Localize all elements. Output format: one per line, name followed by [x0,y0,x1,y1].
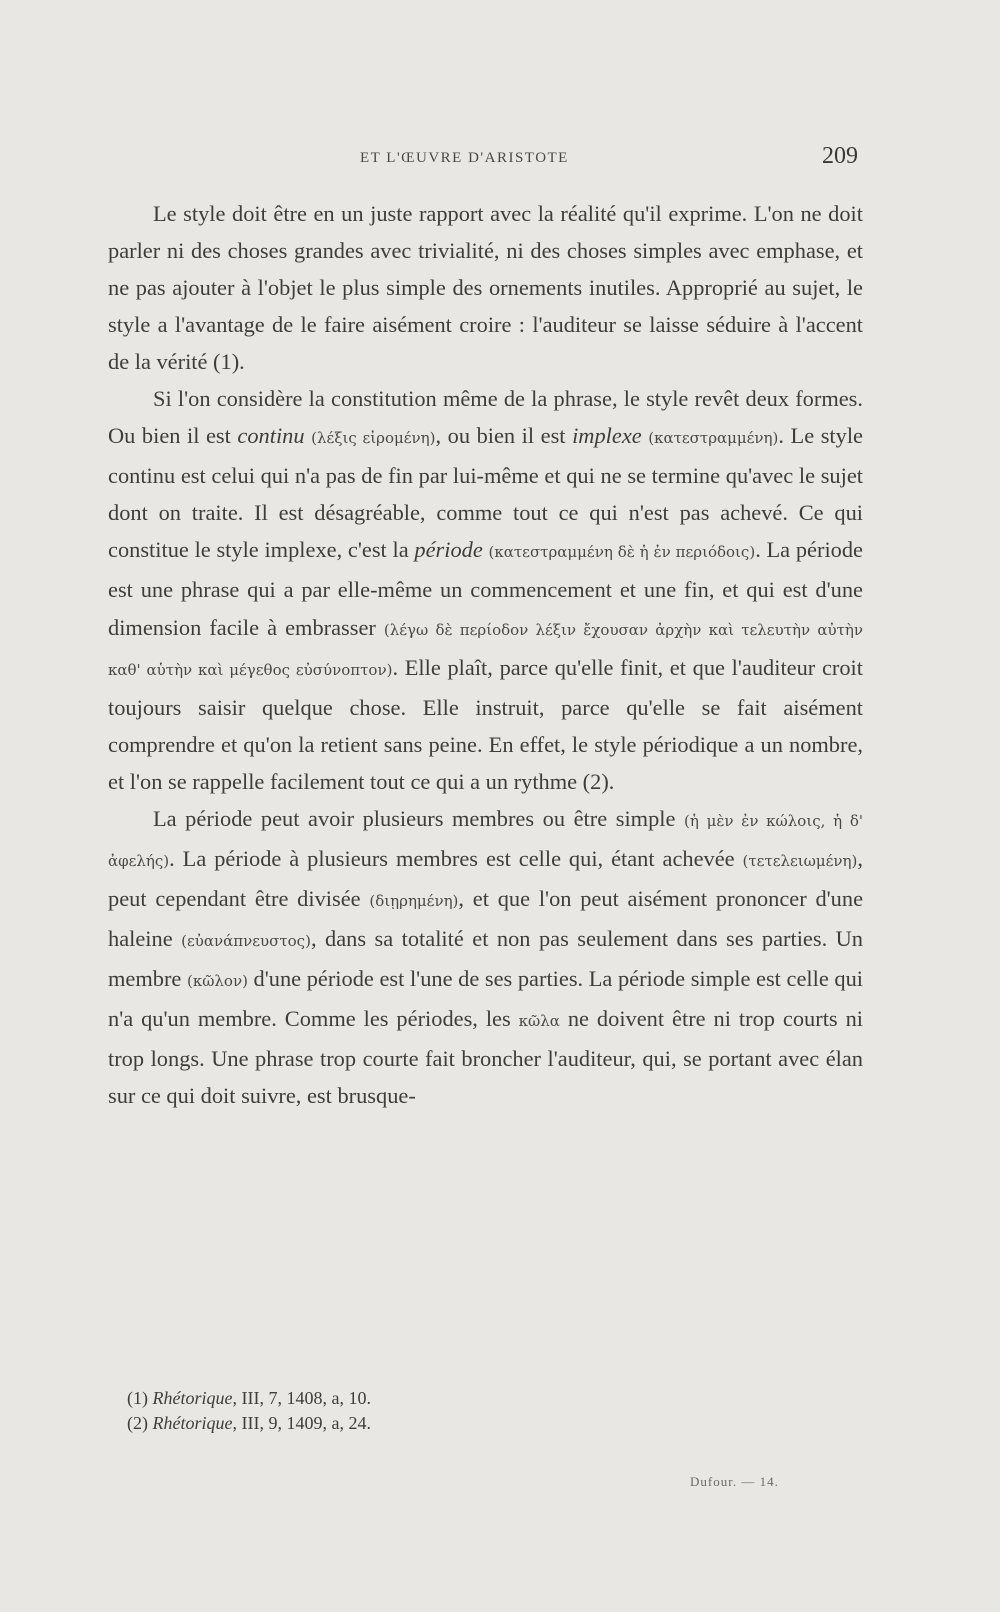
footnote-ref: , III, 9, 1409, a, 24. [232,1413,371,1433]
footnotes [127,1386,371,1436]
paragraph [108,195,863,380]
footnote-ref: , III, 7, 1408, a, 10. [232,1388,371,1408]
text-segment: La période peut avoir plusieurs membres ou être simple [153,805,685,831]
text-segment: ne doivent être ni trop courts ni trop longs. Une phrase trop courte fait broncher l'auditeur, qui, se portant avec élan sur ce qui doit suivre, est brusque- [108,1005,863,1109]
text-segment: . Elle plaît, parce qu'elle finit, et que l'auditeur croit toujours saisir quelque chose. Elle instruit, parce qu'elle se fait aisément comprendre et qu'on la retient sans peine. En effet, le style périodique a un nombre, et l'on se rappelle facilement tout ce qui a un rythme (2). [108,654,863,794]
body-text [108,195,863,1114]
text-segment: . La période à plusieurs membres est celle qui, étant achevée [169,845,743,871]
text-segment: . La période est une phrase qui a par elle-même un commencement et une fin, et qui est d'une dimension facile à embrasser [108,537,863,640]
text-segment: , ou bien il est [435,423,573,449]
page-number: 209 [822,143,858,169]
footnote-work: Rhétorique [152,1388,233,1408]
text-segment: , peut cependant être divisée [108,845,863,911]
greek-quotation: (διῃρημένη) [369,891,459,910]
italic-term: implexe [572,423,642,449]
running-title: ET L'ŒUVRE D'ARISTOTE [360,150,569,166]
italic-term: période [414,537,483,563]
footnote [127,1411,371,1436]
footnote [127,1386,371,1411]
greek-quotation: (κῶλον) [186,971,248,990]
text-segment: Le style doit être en un juste rapport avec la réalité qu'il exprime. L'on ne doit parler ni des choses grandes avec trivialité, ni des choses simples avec emphase, et ne pas ajouter à l'objet le plus simple des ornements inutiles. Approprié au sujet, le style a l'avantage de le faire aisément croire : l'auditeur se laisse séduire à l'accent de la vérité (1). [108,201,863,375]
greek-quotation: (λέγω δὲ περίοδον λέξιν ἔχουσαν ἀρχὴν καὶ τελευτὴν αὐτὴν καθ' αὑτὴν καὶ μέγεθος εὐσύνοπτον) [108,620,863,679]
text-segment: d'une période est l'une de ses parties. La période simple est celle qui n'a qu'un membre. Comme les périodes, les [108,965,863,1031]
greek-quotation: (τετελειωμένη) [742,851,858,870]
text-segment: , et que l'on peut aisément prononcer d'une haleine [108,885,864,951]
footnote-work: Rhétorique [152,1413,233,1433]
greek-quotation: (ἡ μὲν ἐν κώλοις, ἡ δ' ἀφελής) [108,811,863,870]
printer-signature: Dufour. — 14. [690,1474,779,1489]
greek-quotation: κῶλα [518,1011,560,1030]
text-segment: Si l'on considère la constitution même de la phrase, le style revêt deux formes. Ou bien il est [108,386,863,449]
greek-quotation: (κατεστραμμένη δὲ ἡ ἐν περιόδοις) [488,543,756,562]
italic-term: continu [237,423,305,449]
greek-quotation: (εὐανάπνευστος) [181,931,311,950]
text-segment: , dans sa totalité et non pas seulement dans ses parties. Un membre [108,925,863,991]
greek-quotation: (λέξις εἰρομένη) [311,429,436,448]
greek-quotation: (κατεστραμμένη) [648,429,779,448]
text-segment: . Le style continu est celui qui n'a pas de fin par lui-même et qui ne se termine qu'avec le sujet dont on traite. Il est désagréable, comme tout ce qui n'est pas achevé. Ce qui constitue le style implexe, c'est la [108,423,863,563]
paragraph [108,380,863,800]
paragraph [108,800,863,1114]
footnote-mark: (2) [127,1413,148,1433]
footnote-mark: (1) [127,1388,148,1408]
